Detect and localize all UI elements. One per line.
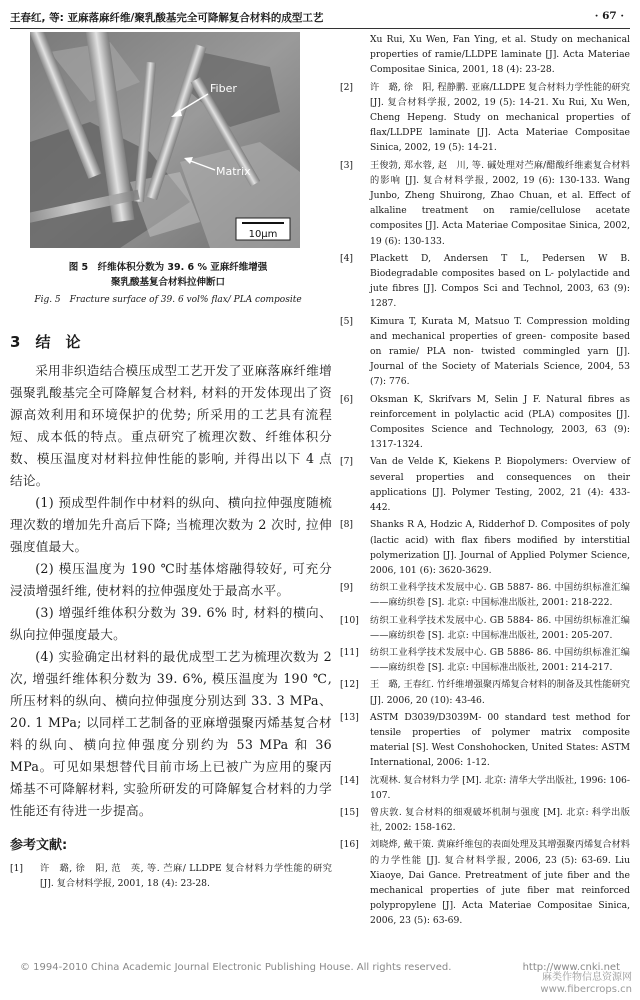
reference-number: [10] — [340, 614, 359, 626]
reference-item — [340, 710, 630, 771]
paragraph: (2) 模压温度为 190 ℃时基体熔融得较好, 可充分浸渍增强纤维, 使材料的拉伸强度处于最高水平。 — [10, 561, 332, 598]
cnki-link[interactable]: http://www.cnki.net — [522, 962, 620, 973]
reference-item — [340, 158, 630, 249]
reference-text: 曾庆敦. 复合材料的细观破坏机制与强度 [M]. 北京: 科学出版社, 2002: 158-162. — [370, 806, 630, 834]
reference-item — [340, 837, 630, 928]
reference-number: [6] — [340, 393, 354, 405]
paragraph: (1) 预成型件制作中材料的纵向、横向拉伸强度随梳理次数的增加先升高后下降; 当梳理次数为 2 次时, 拉伸强度值最大。 — [10, 495, 332, 554]
reference-number: [4] — [340, 252, 354, 264]
reference-text: Shanks R A, Hodzic A, Ridderhof D. Composites of poly (lactic acid) with flax fibers modified by interstitial polymerization [J]. Journal of Applied Polymer Science, 2006, 101 (6): 3620-3629. — [370, 519, 630, 576]
running-title: 王春红, 等: 亚麻落麻纤维/聚乳酸基完全可降解复合材料的成型工艺 — [10, 12, 324, 24]
paragraph: (4) 实验确定出材料的最优成型工艺为梳理次数为 2 次, 增强纤维体积分数为 39. 6%, 模压温度为 190 ℃, 所压材料的纵向、横向拉伸强度分别达到 33. 3 MPa、20. 1 MPa; 以同样工艺制备的亚麻增强聚丙烯基复合材料的纵向、横向拉伸强度分别约为 53 MPa 和 36 MPa。可见如果想替代目前市场上已被广为应用的聚丙烯基不可降解材料, 实验所研发的可降解复合材料的力学性能还有待进一步提高。 — [10, 649, 332, 818]
reference-text: ASTM D3039/D3039M- 00 standard test method for tensile properties of polymer matrix composite material [S]. West Conshohocken, United States: ASTM International, 2006: 1-12. — [370, 711, 630, 769]
reference-number — [340, 32, 370, 78]
reference-number: [14] — [340, 774, 359, 786]
reference-item — [340, 517, 630, 578]
reference-text: Kimura T, Kurata M, Matsuo T. Compression molding and mechanical properties of green- composite based on ramie/ PLA non- twisted commingled yarn [J]. Journal of the Society of Materials Science, 2004, 53 (7): 776. — [370, 315, 630, 388]
reference-text: 王 璐, 王春红. 竹纤维增强聚丙烯复合材料的制备及其性能研究 [J]. 2006, 20 (10): 43-46. — [370, 679, 630, 706]
reference-text: 纺织工业科学技术发展中心. GB 5887- 86. 中国纺织标准汇编——麻纺织卷 [S]. 北京: 中国标准出版社, 2001: 218-222. — [370, 582, 630, 609]
reference-text: Plackett D, Andersen T L, Pedersen W B. Biodegradable composites based on L- polylactide and jute fibres [J]. Compos Sci and Technol, 2003, 63 (9): 1287. — [370, 252, 630, 310]
references-heading: 参考文献: — [10, 838, 68, 853]
sem-micrograph — [30, 32, 300, 248]
reference-number: [11] — [340, 646, 359, 658]
caption-cn-line2: 聚乳酸基复合材料拉伸断口 — [110, 277, 225, 288]
right-column — [340, 32, 630, 931]
reference-item — [340, 454, 630, 515]
paragraph: (3) 增强纤维体积分数为 39. 6% 时, 材料的横向、纵向拉伸强度最大。 — [10, 605, 332, 642]
section-number: 3 — [10, 333, 21, 351]
reference-text: Oksman K, Skrifvars M, Selin J F. Natural fibres as reinforcement in polylactic acid (PLA) composites [J]. Composites Science and Technology, 2003, 63 (9): 1317-1324. — [370, 393, 630, 451]
section-heading — [10, 331, 332, 352]
reference-text: 刘晓烨, 戴干策. 黄麻纤维包的表面处理及其增强聚丙烯复合材料的力学性能 [J]. 复合材料学报, 2006, 23 (5): 63-69. Liu Xiaoye, Dai Gance. Pretreatment of jute fiber and the mechanical properties of jute fiber mat reinforced polypropylene [J]. Acta Materiae Compositae Sinica, 2006, 23 (5): 63-69. — [370, 839, 630, 927]
page-number: · 67 · — [594, 10, 624, 22]
paragraph: 采用非织造结合模压成型工艺开发了亚麻落麻纤维增强聚乳酸基完全可降解复合材料, 材料的开发体现出了资源高效利用和环境保护的优势; 所采用的工艺具有流程短、成本低的特点。重点研究了梳理次数、纤维体积分数、模压温度对材料拉伸性能的影响, 并得出以下 4 点结论。 — [10, 363, 332, 488]
reference-text: Xu Rui, Xu Wen, Fan Ying, et al. Study on mechanical properties of ramie/LLDPE laminate [J]. Acta Materiae Compositae Sinica, 2001, 18 (4): 23-28. — [370, 34, 630, 76]
reference-number: [9] — [340, 582, 354, 594]
reference-text: 纺织工业科学技术发展中心. GB 5886- 86. 中国纺织标准汇编——麻纺织卷 [S]. 北京: 中国标准出版社, 2001: 214-217. — [370, 646, 630, 674]
matrix-label: Matrix — [216, 165, 251, 178]
reference-number: [5] — [340, 315, 354, 327]
reference-number: [16] — [340, 839, 359, 851]
reference-text: 沈观林. 复合材料力学 [M]. 北京: 清华大学出版社, 1996: 106-107. — [370, 774, 630, 801]
reference-item — [340, 805, 630, 835]
reference-number: [1] — [10, 863, 24, 874]
scale-bar: 10μm — [248, 229, 278, 240]
figure-caption-en: Fig. 5 Fracture surface of 39. 6 vol% flax/ PLA composite — [34, 295, 302, 305]
reference-number: [3] — [340, 159, 354, 171]
reference-item — [340, 645, 630, 675]
reference-number: [15] — [340, 806, 359, 818]
reference-item — [340, 677, 630, 707]
reference-number: [8] — [340, 519, 354, 531]
reference-number: [13] — [340, 711, 359, 723]
watermark-line1: 麻类作物信息资源网 — [542, 972, 632, 983]
reference-text: 纺织工业科学技术发展中心. GB 5884- 86. 中国纺织标准汇编——麻纺织卷 [S]. 北京: 中国标准出版社, 2001: 205-207. — [370, 614, 630, 641]
reference-item — [340, 314, 630, 390]
reference-text: 许 璐, 徐 阳, 程静鹏. 亚麻/LLDPE 复合材料力学性能的研究[J]. 复合材料学报, 2002, 19 (5): 14-21. Xu Rui, Xu Wen, Cheng Hepeng. Study on mechanical properties of flax/LLDPE laminate [J]. Acta Materiae Compositae Sinica, 2002, 19 (5): 14-21. — [370, 81, 630, 154]
reference-text: 王俊勃, 郑水蓉, 赵 川, 等. 碱处理对苎麻/醋酸纤维素复合材料的影响 [J]. 复合材料学报, 2002, 19 (6): 130-133. Wang Junbo, Zheng Shuirong, Zhao Chuan, et al. Effect of alkaline treatment on ramie/cellulose acetate composites [J]. Acta Materiae Compositae Sinica, 2002, 19 (6): 130-133. — [370, 159, 630, 247]
reference-item — [340, 80, 630, 156]
figure-caption-cn — [18, 260, 318, 290]
reference-number: [7] — [340, 456, 354, 468]
watermark — [540, 972, 632, 996]
reference-item — [10, 861, 332, 891]
reference-item — [340, 32, 630, 78]
copyright-text: © 1994-2010 China Academic Journal Electronic Publishing House. All rights reserved. — [20, 962, 452, 973]
reference-text: 许 璐, 徐 阳, 范 英, 等. 苎麻/ LLDPE 复合材料力学性能的研究 [J]. 复合材料学报, 2001, 18 (4): 23-28. — [40, 863, 332, 890]
reference-item — [340, 773, 630, 803]
reference-item — [340, 392, 630, 453]
figure-5 — [18, 32, 318, 305]
reference-item — [340, 613, 630, 643]
reference-number: [2] — [340, 81, 354, 93]
reference-text: Van de Velde K, Kiekens P. Biopolymers: Overview of several properties and consequences on their applications [J]. Polymer Testing, 2002, 21 (4): 433-442. — [370, 456, 630, 514]
footer — [20, 962, 620, 973]
reference-item — [340, 580, 630, 610]
watermark-line2: www.fibercrops.cn — [540, 984, 632, 995]
left-column — [10, 32, 332, 893]
reference-item — [340, 251, 630, 312]
section-title: 结 论 — [35, 333, 81, 351]
caption-cn-line1: 图 5 纤维体积分数为 39. 6 % 亚麻纤维增强 — [68, 262, 268, 273]
running-header — [10, 6, 630, 29]
reference-number: [12] — [340, 679, 359, 691]
fiber-label: Fiber — [210, 82, 237, 95]
